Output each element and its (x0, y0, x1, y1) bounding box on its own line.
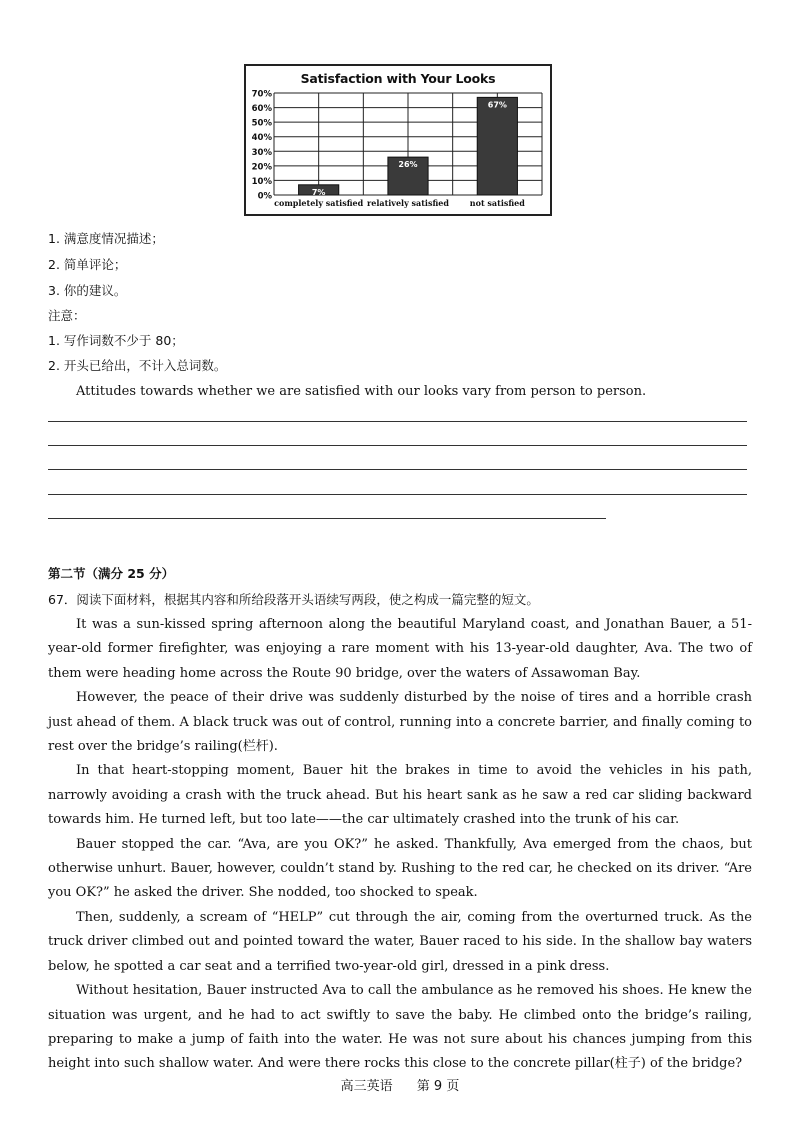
writing-line[interactable] (48, 421, 747, 422)
y-tick-label: 70% (251, 89, 272, 100)
story-paragraph: It was a sun-kissed spring afternoon along the beautiful Maryland coast, and Jonathan Bauer, a 51-year-old former firefighter, was enjoying a rare moment with his 13-year-old daughter, Ava. The two of them were heading home across the Route 90 bridge, over the waters of Assawoman Bay. (48, 617, 752, 681)
requirement-1: 1. 满意度情况描述； (48, 231, 164, 246)
story-paragraph: Without hesitation, Bauer instructed Ava to call the ambulance as he removed his shoes. He knew the situation was urgent, and he had to act swiftly to save the baby. He climbed onto the bridge’s railing, preparing to make a jump of faith into the water. He was not sure about his chances jumping from this height into such shallow water. And were there rocks this close to the concrete pillar(柱子) of the bridge? (48, 983, 752, 1072)
requirement-2: 2. 简单评论； (48, 257, 127, 272)
x-category-label: not satisfied (469, 198, 525, 208)
writing-line[interactable] (48, 494, 747, 495)
satisfaction-chart (244, 64, 552, 216)
note-2: 2. 开头已给出，不计入总词数。 (48, 358, 227, 373)
essay-opening: Attitudes towards whether we are satisfied with our looks vary from person to person. (76, 384, 647, 399)
x-category-label: completely satisfied (274, 198, 364, 208)
story-paragraph: Bauer stopped the car. “Ava, are you OK?” he asked. Thankfully, Ava emerged from the chaos, but otherwise unhurt. Bauer, however, couldn’t stand by. Rushing to the red car, he checked on its driver. “Are you OK?” he asked the driver. She nodded, too shocked to speak. (48, 836, 752, 901)
section-heading: 第二节（满分 25 分） (48, 566, 175, 581)
requirement-3: 3. 你的建议。 (48, 283, 127, 298)
y-tick-label: 30% (251, 147, 272, 158)
y-tick-label: 10% (251, 176, 272, 187)
notes-heading: 注意： (48, 308, 86, 323)
page-footer (0, 1075, 800, 1094)
story-paragraph: Then, suddenly, a scream of “HELP” cut through the air, coming from the overturned truck. As the truck driver climbed out and pointed toward the water, Bauer raced to his side. In the shallow bay waters below, he spotted a car seat and a terrified two-year-old girl, dressed in a pink dress. (48, 909, 752, 974)
writing-line[interactable] (48, 469, 747, 470)
bar-value-label: 67% (487, 100, 507, 110)
x-category-label: relatively satisfied (367, 198, 449, 208)
y-tick-label: 40% (251, 133, 272, 144)
writing-line[interactable] (48, 518, 606, 519)
footer-page-number: 第 9 页 (416, 1079, 460, 1094)
y-tick-label: 0% (257, 191, 272, 202)
task-instruction: 67．阅读下面材料，根据其内容和所给段落开头语续写两段，使之构成一篇完整的短文。 (48, 592, 539, 607)
bar (477, 97, 517, 195)
y-tick-label: 60% (251, 104, 272, 115)
story-paragraph: However, the peace of their drive was suddenly disturbed by the noise of tires and a horrible crash just ahead of them. A black truck was out of control, running into a concrete barrier, and finally coming to rest over the bridge’s railing(栏杆). (48, 690, 752, 755)
chart-plot (246, 66, 550, 214)
bar-value-label: 26% (398, 160, 418, 170)
y-tick-label: 50% (251, 118, 272, 129)
chart-title: Satisfaction with Your Looks (300, 71, 496, 86)
bar-value-label: 7% (311, 187, 326, 197)
story-paragraph: In that heart-stopping moment, Bauer hit the brakes in time to avoid the vehicles in his path, narrowly avoiding a crash with the truck ahead. But his heart sank as he saw a red car sliding backward towards him. He turned left, but too late——the car ultimately crashed into the trunk of his car. (48, 763, 752, 828)
story-text (48, 613, 752, 1077)
y-tick-label: 20% (251, 162, 272, 173)
footer-subject: 高三英语 (340, 1079, 393, 1094)
note-1: 1. 写作词数不少于 80； (48, 333, 184, 348)
writing-line[interactable] (48, 445, 747, 446)
